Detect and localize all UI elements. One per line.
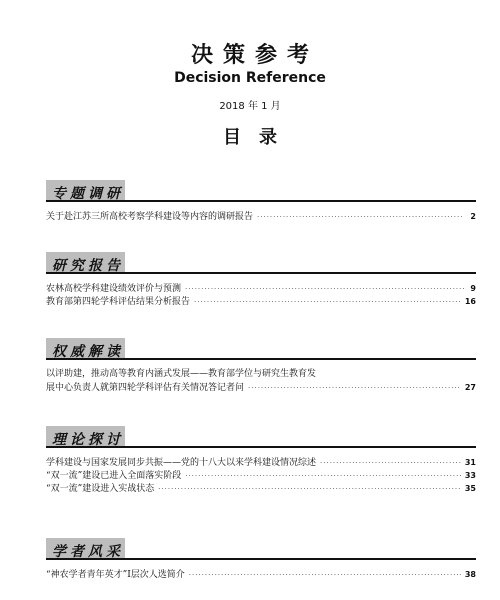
section-label: 研究报告: [52, 258, 124, 274]
section-special-research: [46, 180, 476, 223]
section-tag: [46, 252, 125, 274]
section-label: 理论探讨: [52, 432, 124, 448]
entry-title: 关于赴江苏三所高校考察学科建设等内容的调研报告: [46, 212, 254, 222]
entry-page: 9: [470, 284, 476, 293]
leader-dots: [158, 483, 461, 496]
section-theoretical-discussion: [46, 426, 476, 495]
toc-entry[interactable]: [46, 482, 476, 495]
publication-english-title: Decision Reference: [174, 70, 326, 86]
toc-title: 目录: [223, 127, 295, 148]
toc-entry[interactable]: [46, 469, 476, 482]
section-label: 专题调研: [52, 186, 124, 202]
section-header: [46, 538, 476, 560]
entry-page: 27: [464, 383, 476, 392]
toc-entry[interactable]: [46, 210, 476, 223]
section-research-reports: [46, 252, 476, 308]
entry-title: 教育部第四轮学科评估结果分析报告: [46, 297, 191, 307]
section-header: [46, 252, 476, 274]
entry-title: 农林高校学科建设绩效评价与预测: [46, 284, 182, 294]
entry-title: 学科建设与国家发展同步共振——党的十八大以来学科建设情况综述: [46, 458, 317, 468]
entry-title: “双一流”建设进入实战状态: [46, 484, 155, 494]
publication-title: 决策参考: [190, 42, 319, 68]
entry-title-line2: 展中心负责人就第四轮学科评估有关情况答记者问: [46, 383, 245, 393]
section-tag: [46, 426, 125, 448]
entry-title-line1[interactable]: 以评助建，推动高等教育内涵式发展——教育部学位与研究生教育发: [46, 369, 317, 379]
section-header: [46, 426, 476, 448]
section-tag: [46, 180, 125, 202]
entry-page: 38: [464, 570, 476, 579]
entry-page: 33: [464, 471, 476, 480]
section-tag: [46, 538, 125, 560]
entry-page: 31: [464, 458, 476, 467]
entry-page: 16: [464, 297, 476, 306]
section-tag: [46, 338, 125, 360]
section-divider: [46, 358, 476, 360]
leader-dots: [194, 296, 461, 309]
leader-dots: [257, 211, 464, 224]
leader-dots: [185, 283, 464, 296]
toc-entry[interactable]: [46, 381, 476, 394]
section-divider: [46, 200, 476, 202]
section-authoritative-interpretation: [46, 338, 476, 394]
toc-entry[interactable]: [46, 282, 476, 295]
section-label: 学者风采: [52, 544, 124, 560]
entry-title: “神农学者青年英才”Ⅰ层次人选简介: [46, 570, 185, 580]
section-header: [46, 338, 476, 360]
toc-entry[interactable]: [46, 456, 476, 469]
entry-title: “双一流”建设已进入全面落实阶段: [46, 471, 182, 481]
toc-entry[interactable]: [46, 568, 476, 581]
leader-dots: [189, 569, 461, 582]
leader-dots: [248, 382, 461, 395]
leader-dots: [185, 470, 461, 483]
section-label: 权威解读: [52, 344, 124, 360]
issue-date: 2018 年 1 月: [219, 101, 281, 112]
section-header: [46, 180, 476, 202]
section-divider: [46, 446, 476, 448]
toc-entry[interactable]: [46, 295, 476, 308]
section-divider: [46, 272, 476, 274]
entry-page: 2: [470, 212, 476, 221]
section-scholar-profiles: [46, 538, 476, 581]
section-divider: [46, 558, 476, 560]
entry-page: 35: [464, 484, 476, 493]
leader-dots: [320, 457, 461, 470]
